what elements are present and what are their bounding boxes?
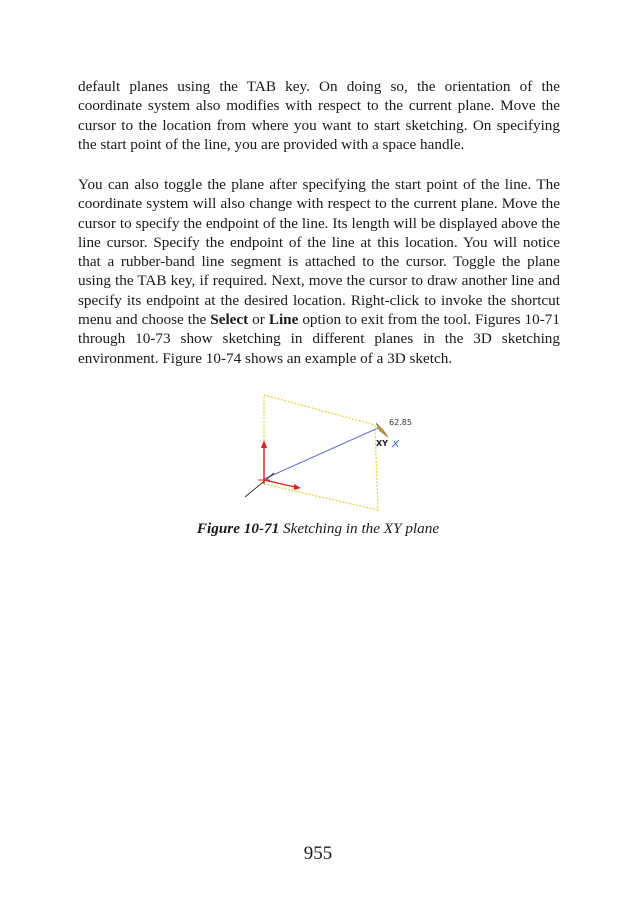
dimension-value: 62.85 bbox=[389, 418, 412, 427]
select-option-label: Select bbox=[210, 311, 249, 329]
figure-caption-number: Figure 10-71 bbox=[196, 520, 280, 537]
paragraph-2-or: or bbox=[248, 311, 269, 329]
paragraph-2-text-a: You can also toggle the plane after specifying the start point of the line. The coordinate system will also change with respect to the current plane. Move the cursor to specify the endpoint of the line. Its length will be displayed above the line cursor. Specify the endpoint of the line at this location. You will notice that a rubber-band line segment is attached to the cursor. Toggle the plane using the TAB key, if required. Next, move the cursor to draw another line and specify its endpoint at the desired location. Right-click to invoke the shortcut menu and choose the bbox=[78, 176, 560, 329]
body-paragraph-1: default planes using the TAB key. On doing so, the orientation of the coordinate system also modifies with respect to the current plane. Move the cursor to the location from where you want to start sketching. On specifying the start point of the line, you are provided with a space handle. bbox=[78, 78, 560, 153]
page-number: 955 bbox=[303, 843, 333, 864]
sketch-line bbox=[264, 428, 378, 479]
line-option-label: Line bbox=[268, 311, 299, 329]
y-axis-arrow-icon bbox=[261, 440, 267, 448]
figure-caption-text: Sketching in the XY plane bbox=[279, 520, 440, 537]
figure-caption bbox=[0, 520, 636, 538]
paragraph-2-text-b: option to exit from the tool. Figures 10-71 through 10-73 show sketching in different planes in the 3D sketching environment. Figure 10-74 shows an example of a 3D sketch. bbox=[78, 311, 560, 367]
plane-label: XY bbox=[376, 439, 388, 448]
z-axis-line bbox=[245, 473, 274, 497]
x-axis-arrow-icon bbox=[294, 484, 301, 490]
sketch-plane-outline bbox=[264, 395, 378, 510]
figure-xy-plane-sketch bbox=[230, 392, 420, 514]
body-paragraph-2 bbox=[78, 175, 560, 368]
pencil-cursor-icon bbox=[376, 423, 388, 437]
x-axis-line bbox=[264, 480, 295, 487]
